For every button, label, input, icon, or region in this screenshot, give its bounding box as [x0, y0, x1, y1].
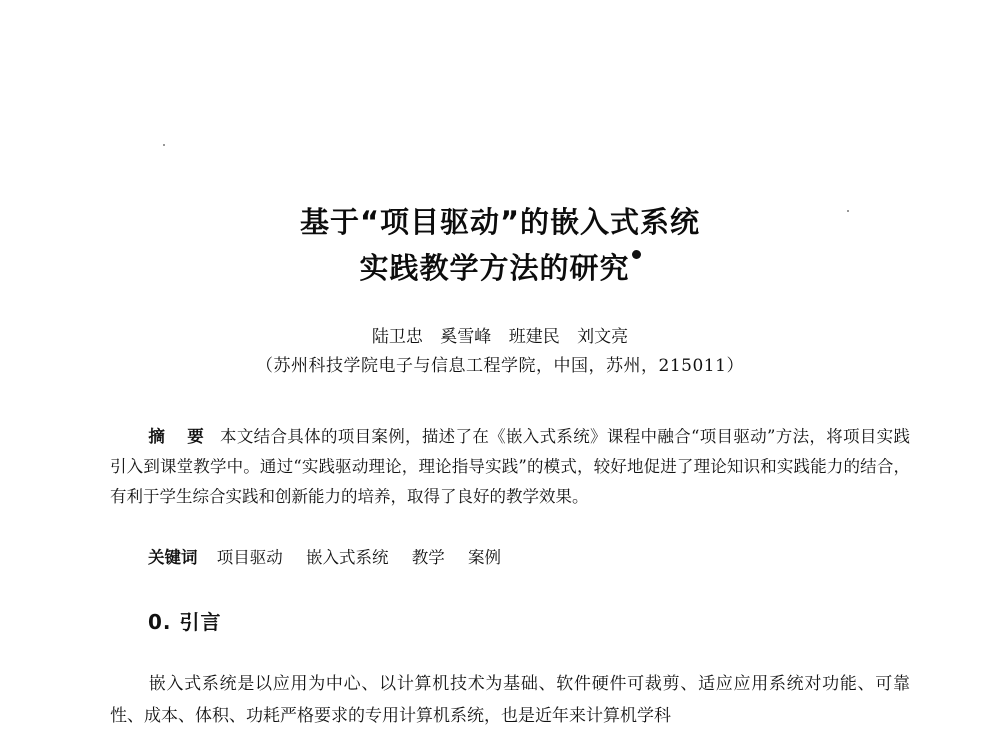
keyword: 项目驱动: [216, 548, 283, 567]
author-name: 奚雪峰: [440, 327, 492, 347]
keyword: 嵌入式系统: [306, 548, 389, 567]
section-heading: 0. 引言: [148, 610, 222, 634]
body-paragraph: [110, 668, 910, 732]
abstract-label: 摘 要: [148, 427, 213, 446]
abstract-text: 本文结合具体的项目案例，描述了在《嵌入式系统》课程中融合“项目驱动”方法，将项目实践引入到课堂教学中。通过“实践驱动理论，理论指导实践”的模式，较好地促进了理论知识和实践能力的结合，有利于学生综合实践和创新能力的培养，取得了良好的教学效果。: [110, 427, 910, 506]
body-paragraph-text: 嵌入式系统是以应用为中心、以计算机技术为基础、软件硬件可裁剪、适应应用系统对功能、可靠性、成本、体积、功耗严格要求的专用计算机系统，也是近年来计算机学科: [110, 674, 910, 726]
scan-speck: [163, 144, 165, 146]
paper-title-line-2-text: 实践教学方法的研究: [359, 251, 630, 285]
paper-title-line-2: [0, 246, 1000, 287]
keyword: 教学: [411, 548, 445, 567]
author-affiliation: （苏州科技学院电子与信息工程学院，中国，苏州，215011）: [256, 356, 744, 376]
abstract: [110, 422, 910, 512]
keywords-label: 关键词: [148, 548, 198, 567]
author-name: 陆卫忠: [371, 327, 423, 347]
author-list: [0, 322, 1000, 347]
paper-title-line-1: 基于“项目驱动”的嵌入式系统: [299, 205, 701, 239]
author-name: 班建民: [508, 327, 560, 347]
footnote-marker-icon: [632, 250, 641, 259]
author-name: 刘文亮: [577, 327, 629, 347]
keywords: [148, 544, 519, 568]
keyword: 案例: [468, 548, 501, 567]
